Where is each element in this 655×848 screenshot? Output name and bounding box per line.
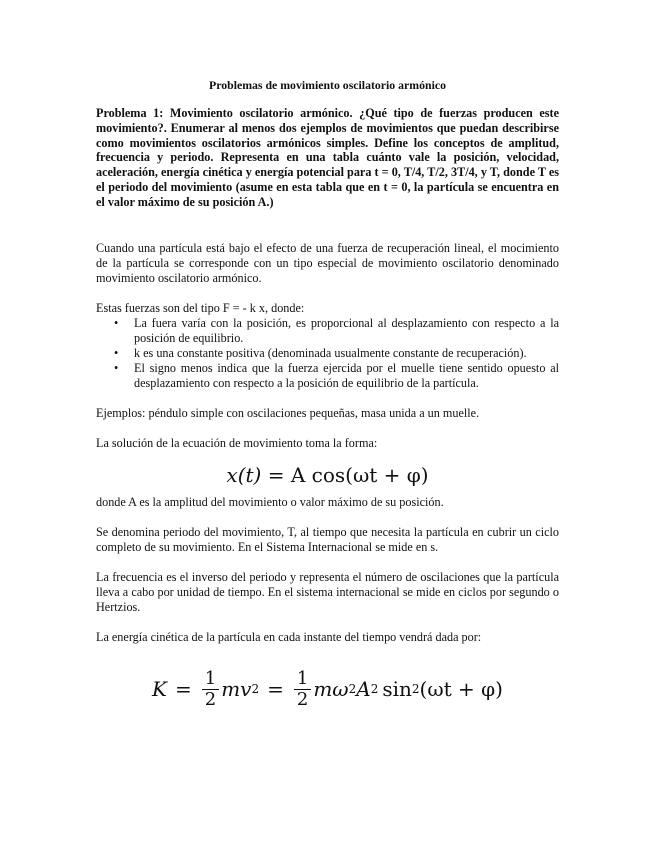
list-item-text: El signo menos indica que la fuerza ejercida por el muelle tiene sentido opuesto al desplazamiento con respecto a la posición de equilibrio de la partícula. (134, 360, 559, 390)
kinetic-energy-equation (96, 655, 559, 725)
bullet-icon: • (114, 360, 119, 375)
kinetic-term-mv: mv (221, 677, 252, 702)
equation-equals: = (267, 462, 285, 487)
list-item (96, 361, 559, 391)
amplitude-paragraph: donde A es la amplitud del movimiento o valor máximo de su posición. (96, 494, 444, 509)
force-properties-list (96, 316, 559, 391)
forces-intro: Estas fuerzas son del tipo F = - k x, donde: (96, 300, 305, 315)
fraction-half (202, 669, 219, 710)
exponent: 2 (370, 682, 379, 697)
exponent: 2 (348, 682, 357, 697)
bullet-icon: • (114, 315, 119, 330)
fraction-numerator: 1 (294, 669, 311, 690)
intro-paragraph: Cuando una partícula está bajo el efecto de una fuerza de recuperación lineal, el mocimiento de la partícula se corresponde con un tipo especial de movimiento oscilatorio denominado movimiento oscilatorio armónico. (96, 240, 559, 285)
kinetic-equals-1: = (174, 677, 192, 702)
bullet-icon: • (114, 345, 119, 360)
examples-paragraph: Ejemplos: péndulo simple con oscilaciones pequeñas, masa unida a un muelle. (96, 405, 480, 420)
exponent: 2 (251, 682, 260, 697)
fraction-half (294, 669, 311, 710)
position-equation (96, 457, 559, 493)
frequency-paragraph: La frecuencia es el inverso del periodo y representa el número de oscilaciones que la partícula lleva a cabo por unidad de tiempo. En el sistema internacional se mide en ciclos por segundo o Hertzios. (96, 569, 559, 614)
kinetic-equals-2: = (267, 677, 284, 702)
kinetic-lhs: K (152, 677, 167, 702)
kinetic-term-arg: (ωt + φ) (419, 677, 503, 702)
document-page (96, 78, 559, 725)
kinetic-term-sin: sin (382, 677, 412, 702)
list-item (96, 316, 559, 346)
kinetic-term-a: A (356, 677, 371, 702)
solution-intro: La solución de la ecuación de movimiento toma la forma: (96, 435, 378, 450)
list-item (96, 346, 559, 361)
page-title: Problemas de movimiento oscilatorio armónico (209, 78, 446, 92)
fraction-numerator: 1 (202, 669, 219, 690)
kinetic-term-momega: mω (313, 677, 349, 702)
period-paragraph: Se denomina periodo del movimiento, T, al tiempo que necesita la partícula en cubrir un ciclo completo de su movimiento. En el Sistema Internacional se mide en s. (96, 524, 559, 554)
equation-lhs: x(t) (226, 462, 262, 487)
list-item-text: k es una constante positiva (denominada usualmente constante de recuperación). (134, 345, 527, 360)
equation-rhs: A cos(ωt + φ) (290, 462, 429, 487)
kinetic-energy-intro: La energía cinética de la partícula en cada instante del tiempo vendrá dada por: (96, 629, 482, 644)
exponent: 2 (411, 682, 420, 697)
problem-1-statement: Problema 1: Movimiento oscilatorio armónico. ¿Qué tipo de fuerzas producen este movimiento?. Enumerar al menos dos ejemplos de movimientos que puedan describirse como movimientos oscilatorios armónicos simples. Define los conceptos de amplitud, frecuencia y periodo. Representa en una tabla cuánto vale la posición, velocidad, aceleración, energía cinética y energía potencial para t = 0, T/4, T/2, 3T/4, y T, donde T es el periodo del movimiento (asume en esta tabla que en t = 0, la partícula se encuentra en el valor máximo de su posición A.) (96, 106, 559, 209)
list-item-text: La fuera varía con la posición, es proporcional al desplazamiento con respecto a la posición de equilibrio. (134, 315, 559, 345)
fraction-denominator: 2 (296, 689, 309, 711)
fraction-denominator: 2 (204, 689, 217, 711)
